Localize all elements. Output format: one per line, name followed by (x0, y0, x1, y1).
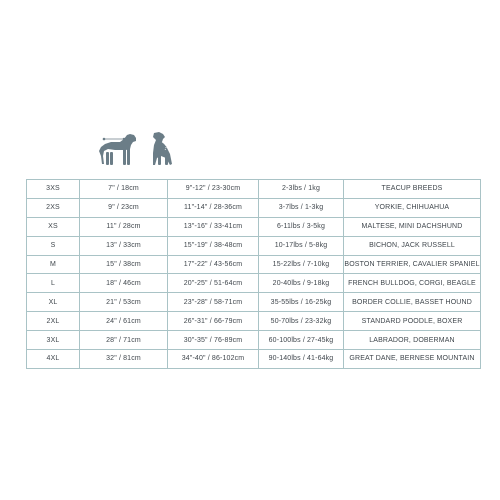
table-row (27, 312, 481, 331)
breeds-cell: BOSTON TERRIER, CAVALIER SPANIEL (344, 255, 481, 274)
chest-girth-cell: 34"-40" / 86-102cm (168, 350, 259, 369)
chest-girth-cell: 23"-28" / 58-71cm (168, 293, 259, 312)
weight-cell: 50-70lbs / 23-32kg (259, 312, 344, 331)
size-cell: 3XL (27, 331, 80, 350)
back-length-cell: 13" / 33cm (80, 236, 168, 255)
weight-cell: 20-40lbs / 9-18kg (259, 274, 344, 293)
dog-measurement-icon (96, 128, 206, 176)
table-row (27, 293, 481, 312)
size-cell: XL (27, 293, 80, 312)
weight-cell: 90-140lbs / 41-64kg (259, 350, 344, 369)
table-row (27, 236, 481, 255)
size-cell: M (27, 255, 80, 274)
size-cell: 2XS (27, 198, 80, 217)
table-row (27, 350, 481, 369)
breeds-cell: GREAT DANE, BERNESE MOUNTAIN (344, 350, 481, 369)
chest-girth-cell: 20"-25" / 51-64cm (168, 274, 259, 293)
chest-girth-cell: 17"-22" / 43-56cm (168, 255, 259, 274)
weight-cell: 15-22lbs / 7-10kg (259, 255, 344, 274)
weight-cell: 60-100lbs / 27-45kg (259, 331, 344, 350)
breeds-cell: YORKIE, CHIHUAHUA (344, 198, 481, 217)
size-cell: 2XL (27, 312, 80, 331)
breeds-cell: FRENCH BULLDOG, CORGI, BEAGLE (344, 274, 481, 293)
back-length-cell: 32" / 81cm (80, 350, 168, 369)
table-row (27, 217, 481, 236)
breeds-cell: LABRADOR, DOBERMAN (344, 331, 481, 350)
chest-girth-cell: 11"-14" / 28-36cm (168, 198, 259, 217)
breeds-cell: BICHON, JACK RUSSELL (344, 236, 481, 255)
weight-cell: 10-17lbs / 5-8kg (259, 236, 344, 255)
size-cell: XS (27, 217, 80, 236)
weight-cell: 6-11lbs / 3-5kg (259, 217, 344, 236)
back-length-cell: 18" / 46cm (80, 274, 168, 293)
weight-cell: 3-7lbs / 1-3kg (259, 198, 344, 217)
back-length-cell: 24" / 61cm (80, 312, 168, 331)
breeds-cell: TEACUP BREEDS (344, 180, 481, 199)
table-row (27, 331, 481, 350)
back-length-cell: 28" / 71cm (80, 331, 168, 350)
breeds-cell: MALTESE, MINI DACHSHUND (344, 217, 481, 236)
table-row (27, 274, 481, 293)
size-table (26, 179, 481, 369)
size-cell: S (27, 236, 80, 255)
back-length-end-dot (123, 138, 126, 141)
breeds-cell: STANDARD POODLE, BOXER (344, 312, 481, 331)
back-length-cell: 15" / 38cm (80, 255, 168, 274)
back-length-cell: 11" / 28cm (80, 217, 168, 236)
table-row (27, 180, 481, 199)
table-row (27, 198, 481, 217)
chest-girth-cell: 30"-35" / 76-89cm (168, 331, 259, 350)
size-cell: L (27, 274, 80, 293)
chest-girth-cell: 9"-12" / 23-30cm (168, 180, 259, 199)
chest-girth-cell: 15"-19" / 38-48cm (168, 236, 259, 255)
weight-cell: 2-3lbs / 1kg (259, 180, 344, 199)
breeds-cell: BORDER COLLIE, BASSET HOUND (344, 293, 481, 312)
chest-girth-cell: 13"-16" / 33-41cm (168, 217, 259, 236)
weight-cell: 35-55lbs / 16-25kg (259, 293, 344, 312)
back-length-start-dot (103, 138, 106, 141)
back-length-cell: 9" / 23cm (80, 198, 168, 217)
size-cell: 4XL (27, 350, 80, 369)
chest-girth-cell: 26"-31" / 66-79cm (168, 312, 259, 331)
size-cell: 3XS (27, 180, 80, 199)
back-length-cell: 21" / 53cm (80, 293, 168, 312)
back-length-cell: 7" / 18cm (80, 180, 168, 199)
dog-front-view-icon (153, 132, 172, 165)
table-row (27, 255, 481, 274)
